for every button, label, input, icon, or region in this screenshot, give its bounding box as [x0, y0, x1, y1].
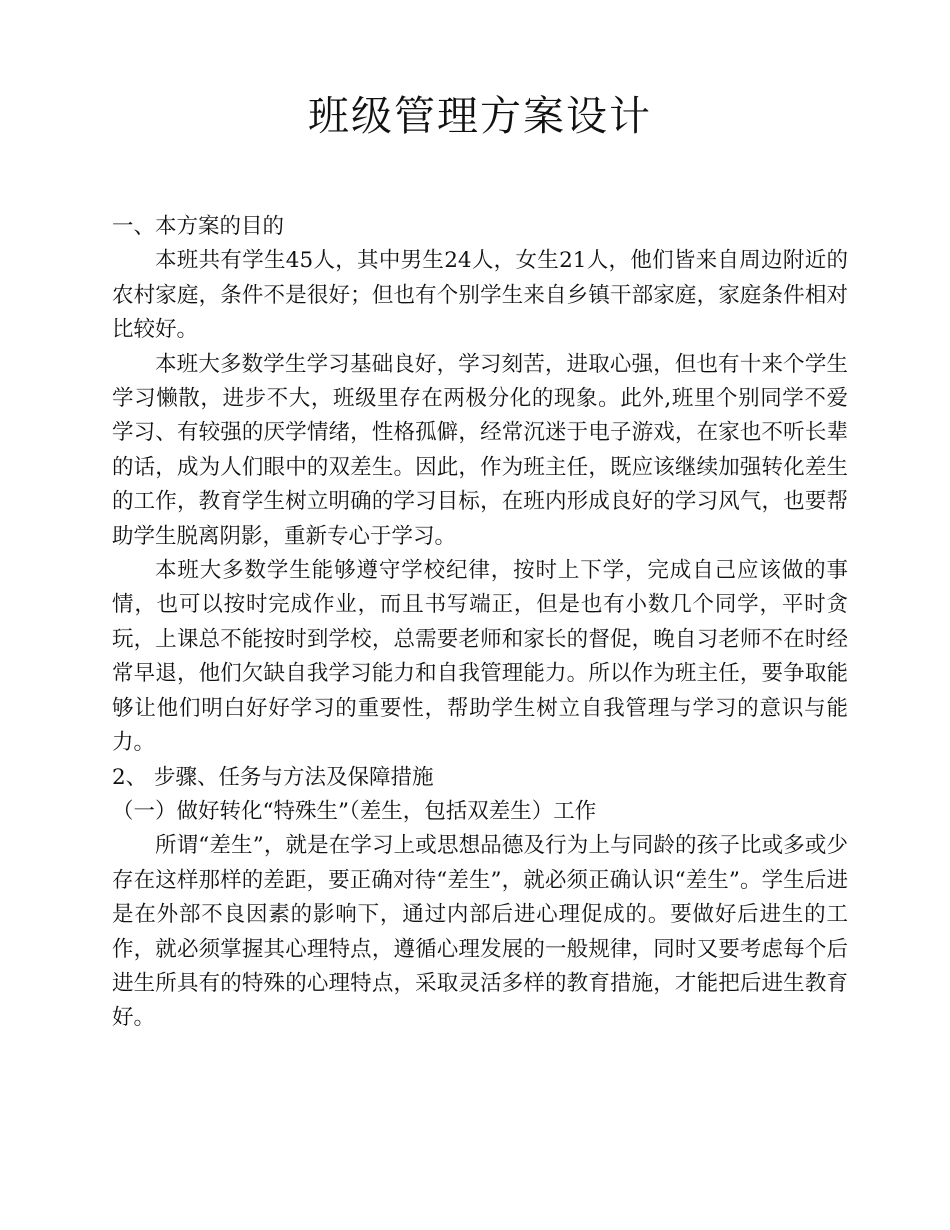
paragraph-class-overview: 本班共有学生45人，其中男生24人，女生21人，他们皆来自周边附近的农村家庭，条件不是很好；但也有个别学生来自乡镇干部家庭，家庭条件相对比较好。 — [112, 248, 848, 343]
paragraph-learning-situation: 本班大多数学生学习基础良好，学习刻苦，进取心强，但也有十来个学生学习懒散，进步不大，班级里存在两极分化的现象。此外,班里个别同学不爱学习、有较强的厌学情绪，性格孤僻，经常沉迷于电子游戏，在家也不听长辈的话，成为人们眼中的双差生。因此，作为班主任，既应该继续加强转化差生的工作，教育学生树立明确的学习目标，在班内形成良好的学习风气，也要帮助学生脱离阴影，重新专心于学习。 — [112, 351, 848, 549]
document-body — [112, 210, 848, 1036]
document-title: 班级管理方案设计 — [308, 92, 652, 140]
paragraph-underachievers: 所谓“差生”，就是在学习上或思想品德及行为上与同龄的孩子比或多或少存在这样那样的差距，要正确对待“差生”，就必须正确认识“差生”。学生后进是在外部不良因素的影响下，通过内部后进心理促成的。要做好后进生的工作，就必须掌握其心理特点，遵循心理发展的一般规律，同时又要考虑每个后进生所具有的特殊的心理特点，采取灵活多样的教育措施，才能把后进生教育好。 — [112, 833, 848, 1031]
paragraph-discipline-situation: 本班大多数学生能够遵守学校纪律，按时上下学，完成自己应该做的事情，也可以按时完成作业，而且书写端正，但是也有小数几个同学，平时贪玩，上课总不能按时到学校，总需要老师和家长的督促，晚自习老师不在时经常早退，他们欠缺自我学习能力和自我管理能力。所以作为班主任，要争取能够让他们明白好好学习的重要性，帮助学生树立自我管理与学习的意识与能力。 — [112, 558, 848, 756]
section-heading-special-students: （一）做好转化“特殊生”（差生，包括双差生）工作 — [112, 798, 597, 824]
section-heading-steps: 2、 步骤、任务与方法及保障措施 — [112, 764, 434, 790]
section-heading-purpose: 一、本方案的目的 — [112, 214, 285, 239]
